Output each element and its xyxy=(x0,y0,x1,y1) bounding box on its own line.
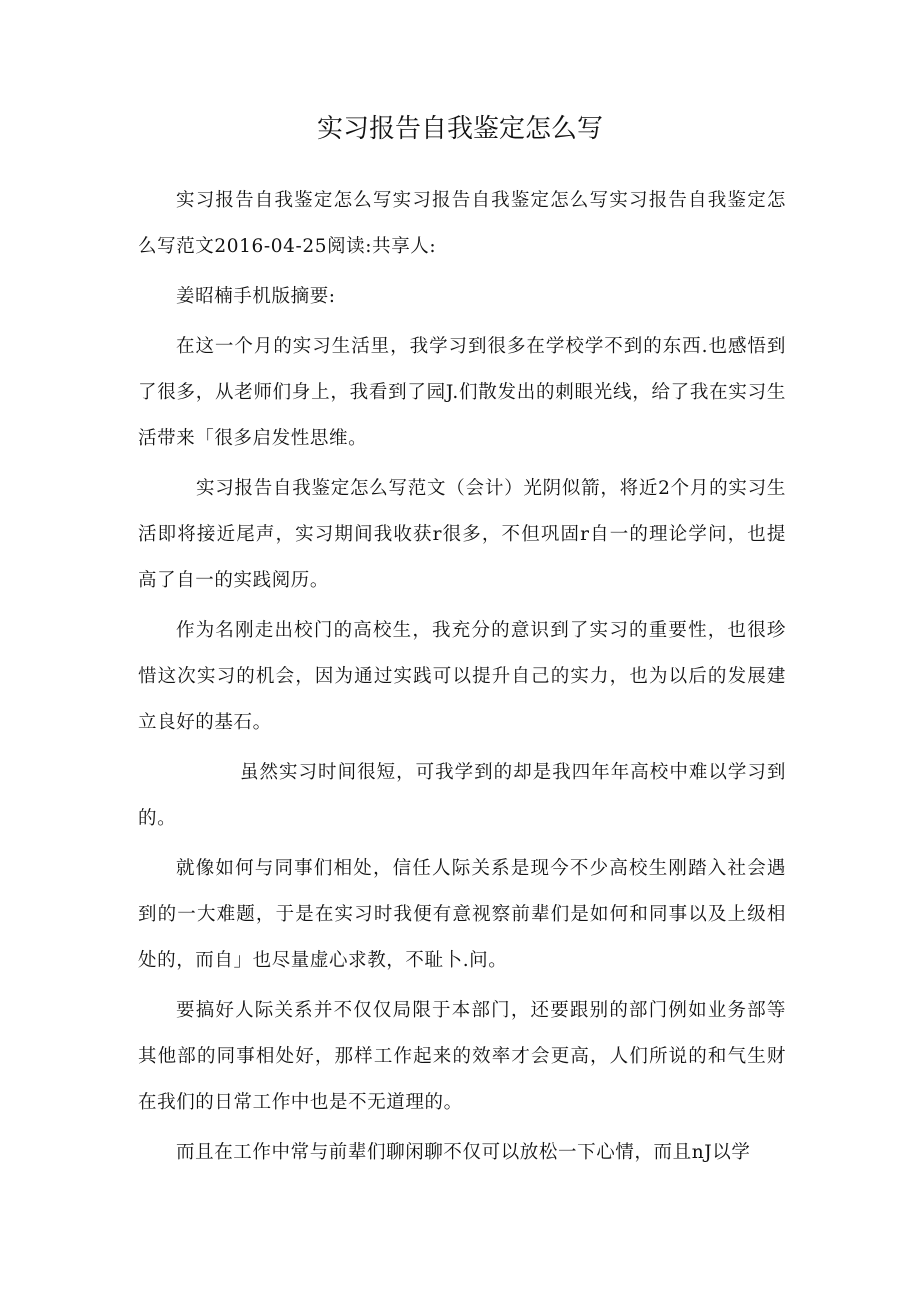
paragraph-5: 作为名刚走出校门的高校生，我充分的意识到了实习的重要性，也很珍惜这次实习的机会，因为通过实践可以提升自己的实力，也为以后的发展建立良好的基石。 xyxy=(138,620,786,733)
paragraph-7: 就像如何与同事们相处，信任人际关系是现今不少高校生刚踏入社会遇到的一大难题，于是在实习时我便有意视察前辈们是如何和同事以及上级相处的，而自」也尽量虚心求教，不耻卜.问。 xyxy=(138,858,786,971)
paragraph-9: 而且在工作中常与前辈们聊闲聊不仅可以放松一下心情，而且nJ以学 xyxy=(176,1142,751,1163)
paragraph-6: 虽然实习时间很短，可我学到的却是我四年年高校中难以学习到的。 xyxy=(138,762,786,829)
paragraph-4: 实习报告自我鉴定怎么写范文（会计）光阴似箭，将近2个月的实习生活即将接近尾声，实习期间我收获r很多，不但巩固r自一的理论学问，也提高了自一的实践阅历。 xyxy=(138,478,786,591)
document-body xyxy=(138,178,786,1176)
paragraph-1: 实习报告自我鉴定怎么写实习报告自我鉴定怎么写实习报告自我鉴定怎么写范文2016-04-25阅读:共享人: xyxy=(138,190,786,257)
paragraph-8: 要搞好人际关系并不仅仅局限于本部门，还要跟别的部门例如业务部等其他部的同事相处好，那样工作起来的效率才会更高，人们所说的和气生财在我们的日常工作中也是不无道理的。 xyxy=(138,1000,786,1113)
document-title: 实习报告自我鉴定怎么写 xyxy=(316,114,603,144)
paragraph-2: 姜昭楠手机版摘要: xyxy=(176,286,336,307)
paragraph-3: 在这一个月的实习生活里，我学习到很多在学校学不到的东西.也感悟到了很多，从老师们身上，我看到了园J.们散发出的刺眼光线，给了我在实习生活带来「很多启发性思维。 xyxy=(138,336,786,449)
